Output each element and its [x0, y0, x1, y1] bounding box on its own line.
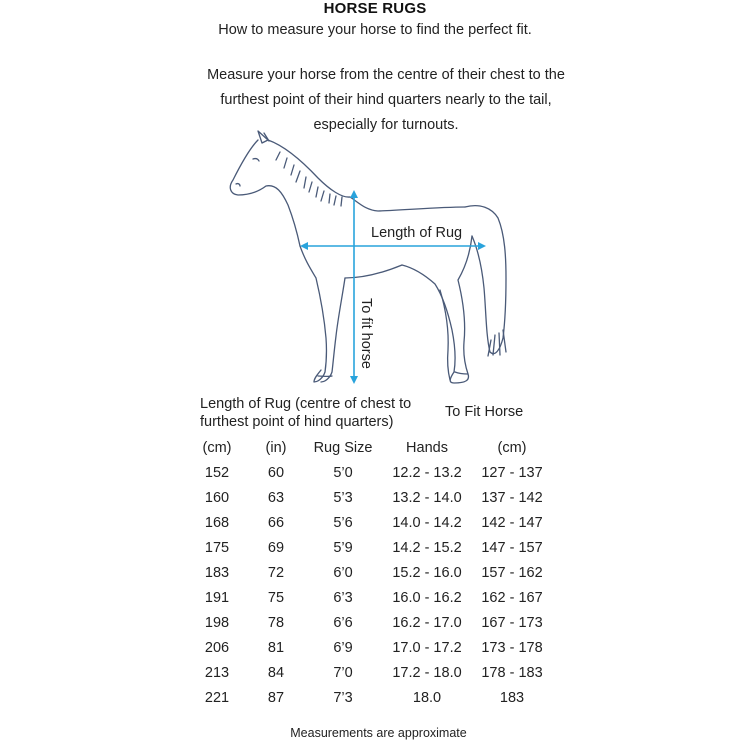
- table-row: [0, 665, 750, 690]
- size-table: [0, 465, 750, 715]
- cell-length-in: 66: [267, 515, 285, 531]
- cell-horse-cm: 178 - 183: [481, 665, 543, 681]
- cell-rug-size: 5’3: [333, 490, 353, 506]
- cell-rug-size: 5’0: [333, 465, 353, 481]
- unit-cm-header: (cm): [202, 440, 232, 456]
- cell-hands: 17.0 - 17.2: [392, 640, 462, 656]
- cell-rug-size: 5’9: [333, 540, 353, 556]
- fit-horse-heading: To Fit Horse: [445, 404, 524, 420]
- cell-length-cm: 168: [204, 515, 230, 531]
- cell-rug-size: 5’6: [333, 515, 353, 531]
- cell-horse-cm: 157 - 162: [481, 565, 543, 581]
- table-row: [0, 690, 750, 715]
- cell-length-in: 78: [267, 615, 285, 631]
- cell-hands: 16.0 - 16.2: [392, 590, 462, 606]
- table-units-row: [0, 440, 750, 460]
- cell-rug-size: 6’9: [333, 640, 353, 656]
- cell-length-in: 60: [267, 465, 285, 481]
- page-subtitle: How to measure your horse to find the perfect fit.: [218, 22, 532, 38]
- cell-horse-cm: 162 - 167: [481, 590, 543, 606]
- table-row: [0, 540, 750, 565]
- cell-horse-cm: 127 - 137: [481, 465, 543, 481]
- rug-length-label: Length of Rug: [371, 225, 463, 241]
- cell-length-cm: 221: [204, 690, 230, 706]
- rug-length-heading-line-2: furthest point of hind quarters): [200, 414, 394, 430]
- cell-rug-size: 6’6: [333, 615, 353, 631]
- instructions-line-3: especially for turnouts.: [313, 117, 459, 133]
- table-row: [0, 490, 750, 515]
- cell-hands: 13.2 - 14.0: [392, 490, 462, 506]
- cell-horse-cm: 147 - 157: [481, 540, 543, 556]
- hands-header: Hands: [406, 440, 448, 456]
- cell-length-in: 69: [267, 540, 285, 556]
- approximate-measurements-note: Measurements are approximate: [290, 726, 467, 740]
- cell-rug-size: 7’3: [333, 690, 353, 706]
- table-row: [0, 640, 750, 665]
- cell-length-in: 81: [267, 640, 285, 656]
- cell-rug-size: 7’0: [333, 665, 353, 681]
- cell-length-in: 75: [267, 590, 285, 606]
- rug-size-header: Rug Size: [313, 440, 373, 456]
- table-row: [0, 565, 750, 590]
- cell-length-in: 84: [267, 665, 285, 681]
- table-row: [0, 590, 750, 615]
- cell-length-in: 63: [267, 490, 285, 506]
- cell-length-cm: 206: [204, 640, 230, 656]
- horse-measurement-diagram: [215, 125, 525, 390]
- cell-length-cm: 160: [204, 490, 230, 506]
- table-row: [0, 515, 750, 540]
- cell-length-in: 87: [267, 690, 285, 706]
- cell-hands: 16.2 - 17.0: [392, 615, 462, 631]
- cell-length-cm: 175: [204, 540, 230, 556]
- page-title: HORSE RUGS: [323, 0, 427, 17]
- cell-horse-cm: 183: [499, 690, 525, 706]
- cell-hands: 14.0 - 14.2: [392, 515, 462, 531]
- cell-horse-cm: 173 - 178: [481, 640, 543, 656]
- cell-horse-cm: 142 - 147: [481, 515, 543, 531]
- cell-horse-cm: 167 - 173: [481, 615, 543, 631]
- cell-hands: 15.2 - 16.0: [392, 565, 462, 581]
- cell-length-in: 72: [267, 565, 285, 581]
- cell-length-cm: 198: [204, 615, 230, 631]
- cell-hands: 12.2 - 13.2: [392, 465, 462, 481]
- unit-in-header: (in): [265, 440, 287, 456]
- table-row: [0, 465, 750, 490]
- rug-length-heading: [200, 395, 430, 431]
- cell-hands: 14.2 - 15.2: [392, 540, 462, 556]
- instructions-line-1: Measure your horse from the centre of their chest to the: [207, 67, 565, 83]
- rug-length-heading-line-1: Length of Rug (centre of chest to: [200, 396, 412, 412]
- horse-cm-header: (cm): [497, 440, 527, 456]
- cell-rug-size: 6’3: [333, 590, 353, 606]
- cell-length-cm: 213: [204, 665, 230, 681]
- cell-hands: 17.2 - 18.0: [392, 665, 462, 681]
- cell-length-cm: 183: [204, 565, 230, 581]
- table-row: [0, 615, 750, 640]
- cell-horse-cm: 137 - 142: [481, 490, 543, 506]
- cell-hands: 18.0: [412, 690, 442, 706]
- cell-length-cm: 152: [204, 465, 230, 481]
- cell-length-cm: 191: [204, 590, 230, 606]
- instructions-line-2: furthest point of their hind quarters nearly to the tail,: [220, 92, 552, 108]
- cell-rug-size: 6’0: [333, 565, 353, 581]
- horse-height-label: To fit horse: [358, 298, 374, 369]
